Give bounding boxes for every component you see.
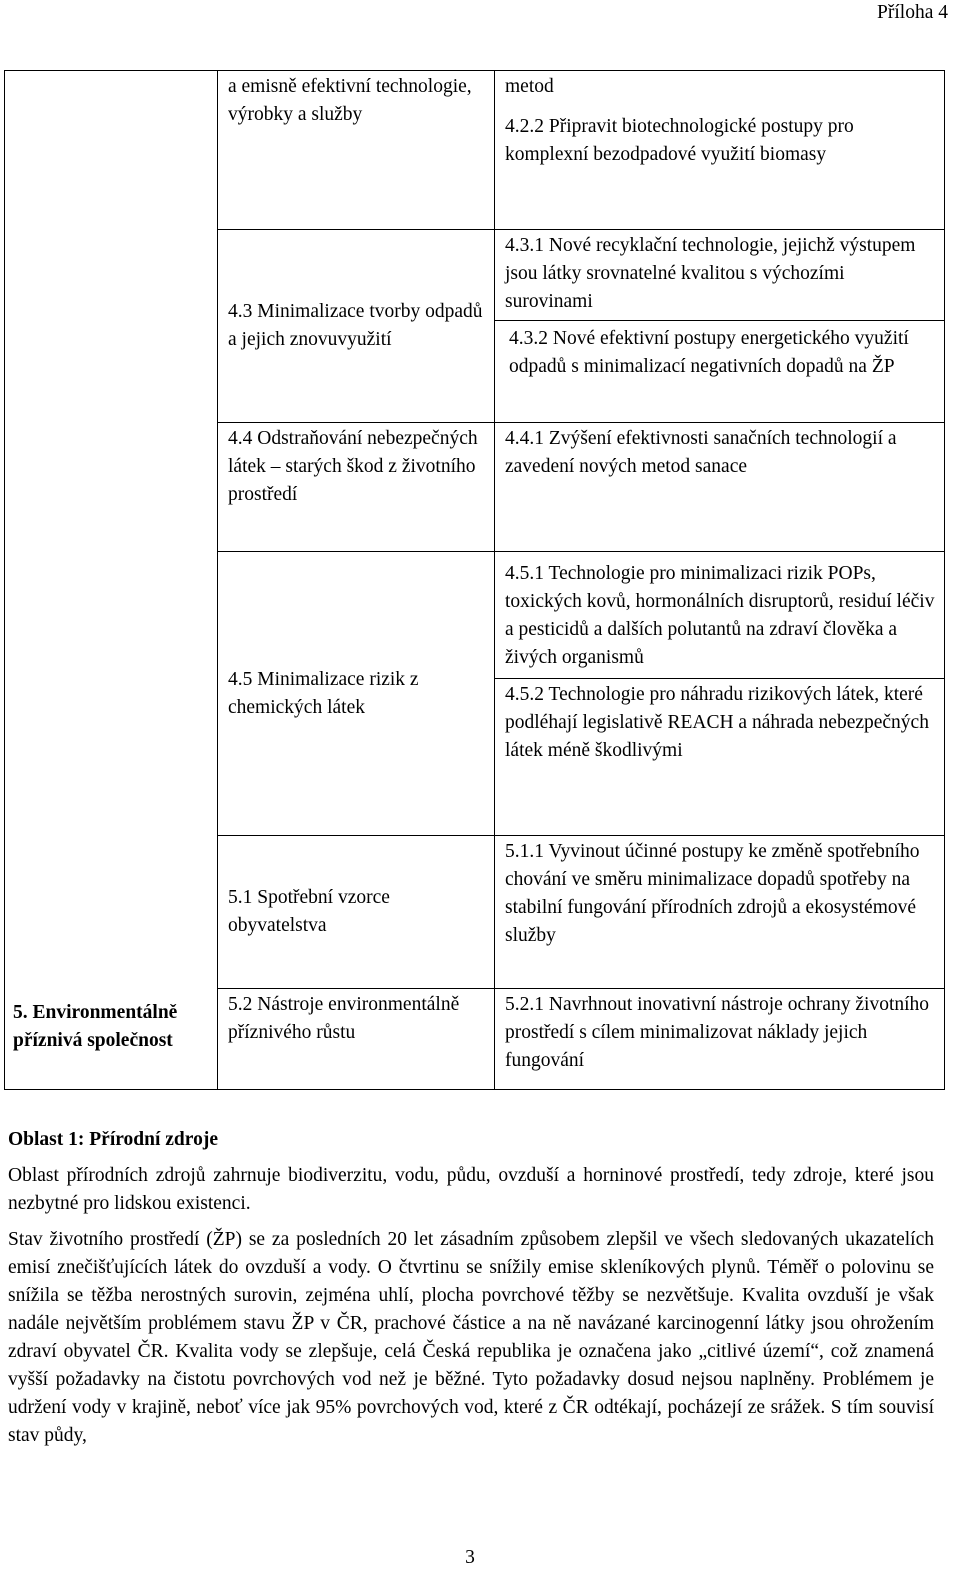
- area-title: 5. Environmentálně příznivá společnost: [13, 1002, 178, 1052]
- section-heading: Oblast 1: Přírodní zdroje: [8, 1129, 218, 1150]
- goal-cell: [495, 989, 945, 1090]
- priority-cell: [218, 836, 495, 989]
- priority-text: a emisně efektivní technologie, výrobky a služby: [228, 76, 472, 125]
- goal-text: 4.2.2 Připravit biotechnologické postupy pro komplexní bezodpadové využití biomasy: [505, 116, 854, 165]
- priority-text: 4.4 Odstraňování nebezpečných látek – starých škod z životního prostředí: [228, 428, 478, 506]
- goal-cell: [495, 836, 945, 989]
- goal-text: 4.3.1 Nové recyklační technologie, jejichž výstupem jsou látky srovnatelné kvalitou s výchozími surovinami: [495, 230, 944, 321]
- goal-text: 4.5.2 Technologie pro náhradu rizikových látek, které podléhají legislativě REACH a náhrada nebezpečných látek méně škodlivými: [505, 684, 929, 762]
- goal-text: 5.2.1 Navrhnout inovativní nástroje ochrany životního prostředí s cílem minimalizovat náklady jejich fungování: [505, 994, 930, 1072]
- body-text: [8, 1126, 934, 1458]
- goal-cell: [495, 71, 945, 230]
- priority-text: 5.1 Spotřební vzorce obyvatelstva: [228, 887, 390, 937]
- goal-cell: [495, 230, 945, 423]
- priority-text: 4.3 Minimalizace tvorby odpadů a jejich znovuvyužití: [228, 301, 483, 351]
- goal-cell: [495, 552, 945, 836]
- priority-cell: [218, 230, 495, 423]
- table-row: [5, 71, 945, 230]
- priority-cell: [218, 552, 495, 836]
- paragraph: Oblast přírodních zdrojů zahrnuje biodiverzitu, vodu, půdu, ovzduší a horninové prostředí, tedy zdroje, které jsou nezbytné pro lidskou existenci.: [8, 1165, 934, 1214]
- goal-cell: [495, 423, 945, 552]
- goal-text: 4.3.2 Nové efektivní postupy energetického využití odpadů s minimalizací negativních dopadů na ŽP: [509, 328, 909, 378]
- priority-text: 4.5 Minimalizace rizik z chemických látek: [228, 668, 419, 718]
- goal-text: 5.1.1 Vyvinout účinné postupy ke změně spotřebního chování ve směru minimalizace dopadů spotřeby na stabilní fungování přírodních zdrojů a ekosystémové služby: [505, 841, 920, 947]
- area-cell-empty: [5, 71, 218, 836]
- priorities-table: [4, 70, 945, 1090]
- priority-cell: [218, 423, 495, 552]
- priority-cell: [218, 989, 495, 1090]
- area-cell: [5, 836, 218, 1090]
- page-number: 3: [465, 1547, 475, 1568]
- priority-text: 5.2 Nástroje environmentálně příznivého růstu: [228, 994, 460, 1044]
- table-row: [5, 836, 945, 989]
- goal-text: 4.5.1 Technologie pro minimalizaci rizik POPs, toxických kovů, hormonálních disruptorů, residuí léčiv a pesticidů a dalších polutantů na zdraví člověka a živých organismů: [495, 552, 944, 679]
- annex-label: Příloha 4: [877, 2, 948, 23]
- paragraph: Stav životního prostředí (ŽP) se za posledních 20 let zásadním způsobem zlepšil ve všech sledovaných ukazatelích emisí znečišťujících látek do ovzduší a vody. O čtvrtinu se snížily emise skleníkových plynů. Téměř o polovinu se snížila se těžba nerostných surovin, zejména uhlí, plocha povrchové těžby se nezvětšuje. Kvalita ovzduší je však nadále největším problémem stavu ŽP v ČR, prachové částice a na ně navázané karcinogenní látky jsou ohrožením zdraví obyvatel ČR. Kvalita vody se zlepšuje, celá Česká republika je označena jako „citlivé území“, což znamená vyšší požadavky na čistotu povrchových vod než je běžné. Tyto požadavky dosud nejsou naplněny. Problémem je udržení vody v krajině, neboť více jak 95% povrchových vod, které z ČR odtékají, pocházejí ze srážek. S tím souvisí stav půdy,: [8, 1229, 934, 1446]
- goal-text: 4.4.1 Zvýšení efektivnosti sanačních technologií a zavedení nových metod sanace: [505, 428, 897, 478]
- goal-text: metod: [505, 76, 554, 97]
- priority-cell: [218, 71, 495, 230]
